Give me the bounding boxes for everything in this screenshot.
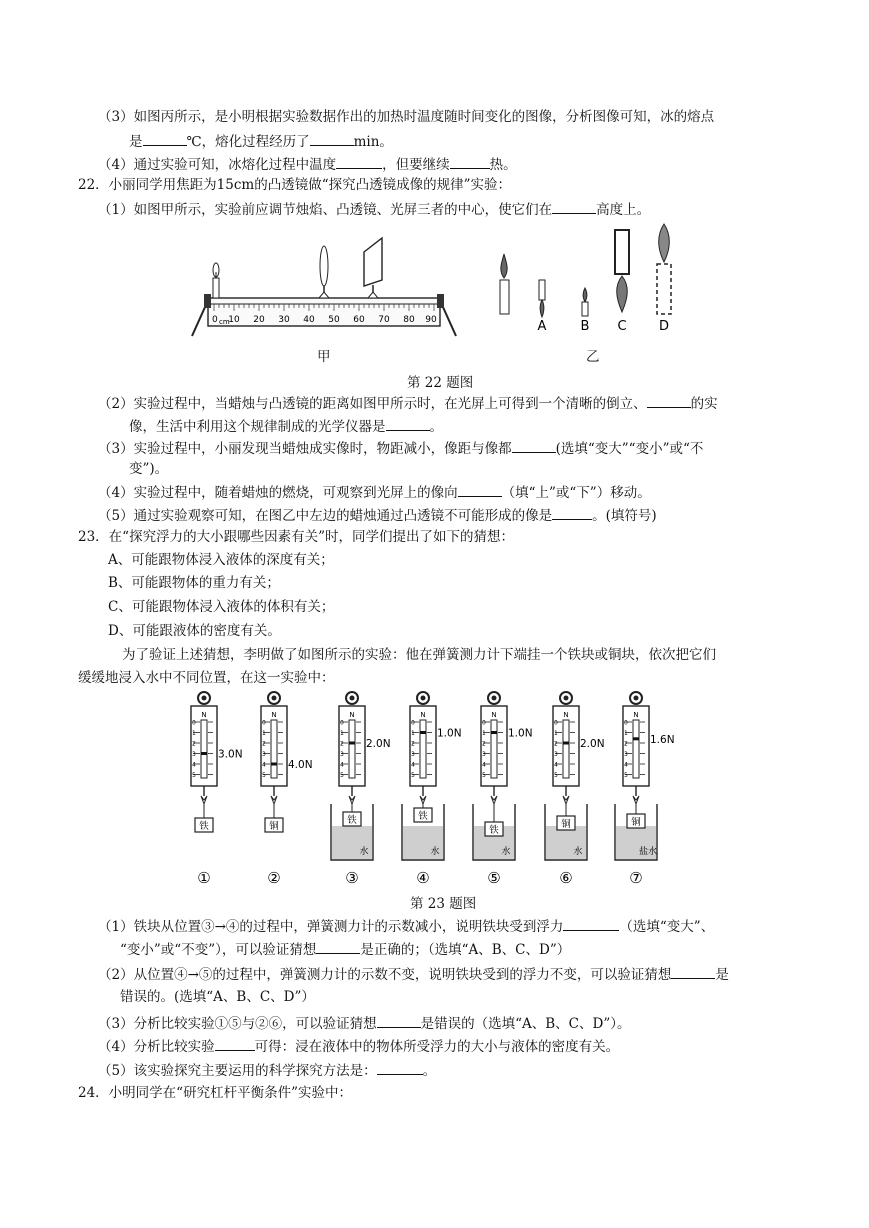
scale-pointer bbox=[633, 737, 639, 740]
q21-part4: （4）通过实验可知，冰熔化过程中温度 ，但要继续 热。 bbox=[98, 154, 517, 174]
answer-blank[interactable] bbox=[143, 131, 187, 146]
setup-number: ③ bbox=[345, 869, 359, 887]
svg-text:3: 3 bbox=[624, 751, 628, 758]
svg-text:2: 2 bbox=[411, 740, 415, 748]
ruler-tick-label: 30 bbox=[278, 315, 290, 325]
spring-scale-setup bbox=[615, 692, 675, 887]
scale-pointer bbox=[491, 731, 497, 734]
q22-part3-line1: （3）实验过程中，小丽发现当蜡烛成实像时，物距减小，像距与像都 (选填“变大”“变小”或“不 bbox=[98, 438, 703, 458]
answer-blank[interactable] bbox=[316, 939, 360, 954]
ruler-tick-label: 80 bbox=[403, 315, 415, 325]
answer-blank[interactable] bbox=[215, 1036, 255, 1051]
svg-text:5: 5 bbox=[624, 772, 628, 779]
q22-part2-line2: 像，生活中利用这个规律制成的光学仪器是 。 bbox=[129, 416, 443, 436]
svg-text:0: 0 bbox=[554, 719, 558, 727]
figure-23-caption: 第 23 题图 bbox=[410, 896, 477, 912]
scale-reading: 2.0N bbox=[366, 738, 391, 750]
spring-scale-setup bbox=[331, 692, 391, 887]
answer-blank[interactable] bbox=[336, 154, 382, 169]
q23-part1-line1: （1）铁块从位置③→④的过程中，弹簧测力计的示数减小，说明铁块受到浮力 （选填“变大”、 bbox=[98, 916, 714, 936]
q23-intro-line2: 缓缓地浸入水中不同位置，在这一实验中： bbox=[78, 670, 335, 686]
svg-text:N: N bbox=[201, 711, 207, 719]
scale-pointer bbox=[563, 742, 569, 745]
svg-text:N: N bbox=[563, 711, 569, 719]
svg-text:1: 1 bbox=[482, 730, 486, 737]
svg-text:4: 4 bbox=[411, 761, 415, 769]
svg-text:4: 4 bbox=[624, 761, 628, 769]
svg-text:1: 1 bbox=[192, 730, 196, 737]
answer-blank[interactable] bbox=[512, 438, 556, 453]
candle-images-figure bbox=[488, 222, 688, 340]
scale-reading: 1.6N bbox=[650, 733, 675, 746]
candle bbox=[213, 263, 219, 298]
liquid-label: 盐水 bbox=[638, 847, 658, 857]
answer-blank[interactable] bbox=[671, 964, 715, 979]
answer-blank[interactable] bbox=[552, 505, 592, 520]
spring-scale-setup bbox=[473, 692, 533, 887]
svg-text:3: 3 bbox=[411, 751, 415, 758]
answer-blank[interactable] bbox=[647, 393, 691, 408]
answer-blank[interactable] bbox=[450, 154, 490, 169]
candle-label-c: C bbox=[617, 319, 627, 334]
spring-scale-figure bbox=[180, 690, 700, 890]
liquid-label: 水 bbox=[430, 847, 440, 857]
optical-bench-figure bbox=[186, 228, 466, 343]
scale-reading: 3.0N bbox=[218, 748, 243, 761]
q22-part4: （4）实验过程中，随着蜡烛的燃烧，可观察到光屏上的像向 （填“上”或“下”）移动。 bbox=[98, 482, 651, 502]
svg-text:2: 2 bbox=[262, 740, 266, 748]
scale-pointer bbox=[201, 752, 207, 755]
setup-number: ① bbox=[197, 869, 211, 887]
svg-text:0: 0 bbox=[340, 719, 344, 727]
q23-part2-line2: 错误的。(选填“A、B、C、D”） bbox=[120, 989, 315, 1005]
setup-number: ⑦ bbox=[629, 869, 643, 887]
q24-stem: 24．小明同学在“研究杠杆平衡条件”实验中： bbox=[78, 1085, 352, 1101]
ruler-tick-label: 20 bbox=[253, 315, 265, 325]
svg-text:N: N bbox=[349, 711, 355, 719]
svg-text:0: 0 bbox=[262, 719, 266, 727]
answer-blank[interactable] bbox=[552, 199, 596, 214]
answer-blank[interactable] bbox=[563, 916, 619, 931]
svg-text:2: 2 bbox=[340, 740, 344, 748]
svg-text:3: 3 bbox=[340, 751, 344, 758]
q23-guess-d: D、可能跟液体的密度有关。 bbox=[108, 623, 281, 639]
setup-number: ⑥ bbox=[559, 869, 573, 887]
scale-reading: 1.0N bbox=[437, 727, 462, 740]
q22-part5: （5）通过实验观察可知，在图乙中左边的蜡烛通过凸透镜不可能形成的像是 。(填符号) bbox=[98, 505, 657, 525]
svg-text:0: 0 bbox=[192, 719, 196, 727]
svg-text:5: 5 bbox=[192, 772, 196, 779]
q23-guess-c: C、可能跟物体浸入液体的体积有关； bbox=[108, 599, 335, 615]
svg-text:4: 4 bbox=[340, 761, 344, 769]
svg-text:1: 1 bbox=[411, 730, 415, 737]
spring-scale-setup bbox=[191, 692, 243, 887]
answer-blank[interactable] bbox=[458, 482, 502, 497]
svg-text:N: N bbox=[633, 711, 639, 719]
liquid-label: 水 bbox=[359, 847, 369, 857]
q22-part3-line2: 变”)。 bbox=[129, 461, 169, 477]
svg-text:2: 2 bbox=[554, 740, 558, 748]
spring-scale-setup bbox=[545, 692, 605, 887]
q22-stem: 22．小丽同学用焦距为15cm的凸透镜做“探究凸透镜成像的规律”实验： bbox=[78, 177, 512, 193]
candle-label-d: D bbox=[658, 319, 670, 334]
svg-text:N: N bbox=[271, 711, 277, 719]
answer-blank[interactable] bbox=[386, 416, 430, 431]
figure-22-caption: 第 22 题图 bbox=[407, 375, 474, 391]
svg-text:4: 4 bbox=[192, 761, 196, 769]
svg-text:0: 0 bbox=[411, 719, 415, 727]
q21-part3-line1: （3）如图丙所示，是小明根据实验数据作出的加热时温度随时间变化的图像，分析图像可知，冰的熔点 bbox=[98, 109, 715, 125]
ruler-tick-label: 60 bbox=[353, 315, 365, 325]
block-label: 铁 bbox=[347, 815, 357, 826]
candle-label-b: B bbox=[580, 319, 590, 334]
ruler-tick-label: 90 bbox=[425, 315, 437, 325]
ruler-unit: cm bbox=[219, 318, 230, 326]
liquid-label: 水 bbox=[573, 847, 583, 857]
ruler-tick-label: 50 bbox=[328, 315, 340, 325]
q23-part2-line1: （2）从位置④→⑤的过程中，弹簧测力计的示数不变，说明铁块受到的浮力不变，可以验证猜想 是 bbox=[98, 964, 729, 984]
ruler-tick-label: 10 bbox=[228, 315, 240, 325]
svg-text:3: 3 bbox=[192, 751, 196, 758]
q21-part3-line2: 是 ℃，熔化过程经历了 min。 bbox=[129, 131, 393, 151]
svg-text:3: 3 bbox=[482, 751, 486, 758]
q23-part3: （3）分析比较实验①⑤与②⑥，可以验证猜想 是错误的（选填“A、B、C、D”）。 bbox=[98, 1013, 630, 1033]
liquid-label: 水 bbox=[501, 847, 511, 857]
svg-text:N: N bbox=[491, 711, 497, 719]
setup-number: ② bbox=[267, 869, 281, 887]
answer-blank[interactable] bbox=[310, 131, 354, 146]
svg-text:0: 0 bbox=[624, 719, 628, 727]
block-label: 铁 bbox=[489, 825, 499, 836]
scale-reading: 4.0N bbox=[288, 759, 313, 771]
q23-guess-b: B、可能跟物体的重力有关； bbox=[108, 575, 280, 591]
ruler-tick-label: 70 bbox=[378, 315, 390, 325]
candle-label-a: A bbox=[537, 319, 547, 334]
svg-text:3: 3 bbox=[554, 751, 558, 758]
convex-lens bbox=[319, 246, 329, 298]
spring-scale-setup bbox=[261, 692, 313, 887]
figure-yi-label: 乙 bbox=[586, 349, 600, 365]
svg-text:3: 3 bbox=[262, 751, 266, 758]
svg-text:5: 5 bbox=[482, 772, 486, 779]
svg-text:4: 4 bbox=[262, 761, 266, 769]
scale-reading: 2.0N bbox=[580, 738, 605, 750]
q22-part2-line1: （2）实验过程中，当蜡烛与凸透镜的距离如图甲所示时，在光屏上可得到一个清晰的倒立、 的实 bbox=[98, 393, 718, 413]
svg-text:1: 1 bbox=[624, 730, 628, 737]
q23-intro-line1: 为了验证上述猜想，李明做了如图所示的实验：他在弹簧测力计下端挂一个铁块或铜块，依次把它们 bbox=[122, 647, 716, 663]
svg-text:2: 2 bbox=[482, 740, 486, 748]
svg-text:1: 1 bbox=[554, 730, 558, 737]
ruler-zero: 0 bbox=[212, 315, 218, 325]
svg-text:5: 5 bbox=[411, 772, 415, 779]
setup-number: ④ bbox=[416, 869, 430, 887]
block-label: 铜 bbox=[269, 821, 279, 832]
svg-text:0: 0 bbox=[482, 719, 486, 727]
svg-text:1: 1 bbox=[262, 730, 266, 737]
q23-part4: （4）分析比较实验 可得：浸在液体中的物体所受浮力的大小与液体的密度有关。 bbox=[98, 1036, 619, 1056]
block-label: 铜 bbox=[561, 819, 571, 830]
svg-text:5: 5 bbox=[262, 772, 266, 779]
spring-scale-setup bbox=[402, 692, 462, 887]
block-label: 铁 bbox=[199, 821, 209, 832]
scale-pointer bbox=[349, 742, 355, 745]
svg-text:2: 2 bbox=[624, 740, 628, 748]
scale-pointer bbox=[271, 763, 277, 766]
svg-text:4: 4 bbox=[554, 761, 558, 769]
block-label: 铁 bbox=[418, 811, 428, 822]
svg-text:5: 5 bbox=[340, 772, 344, 779]
setup-number: ⑤ bbox=[487, 869, 501, 887]
ruler-tick-label: 40 bbox=[303, 315, 315, 325]
q23-part1-line2: “变小”或“不变”），可以验证猜想 是正确的；（选填“A、B、C、D”） bbox=[120, 939, 570, 959]
figure-jia-label: 甲 bbox=[317, 349, 331, 365]
scale-pointer bbox=[420, 731, 426, 734]
light-screen bbox=[364, 238, 382, 298]
answer-blank[interactable] bbox=[377, 1060, 423, 1075]
svg-text:1: 1 bbox=[340, 730, 344, 737]
q23-stem: 23．在“探究浮力的大小跟哪些因素有关”时，同学们提出了如下的猜想： bbox=[78, 529, 514, 545]
q23-guess-a: A、可能跟物体浸入液体的深度有关； bbox=[108, 552, 334, 568]
svg-text:5: 5 bbox=[554, 772, 558, 779]
q22-part1: （1）如图甲所示，实验前应调节烛焰、凸透镜、光屏三者的中心，使它们在 高度上。 bbox=[98, 199, 650, 219]
svg-text:4: 4 bbox=[482, 761, 486, 769]
svg-text:2: 2 bbox=[192, 740, 196, 748]
scale-reading: 1.0N bbox=[508, 727, 533, 740]
block-label: 铜 bbox=[631, 817, 641, 828]
q23-part5: （5）该实验探究主要运用的科学探究方法是： 。 bbox=[98, 1060, 436, 1080]
svg-text:N: N bbox=[420, 711, 426, 719]
answer-blank[interactable] bbox=[377, 1013, 421, 1028]
